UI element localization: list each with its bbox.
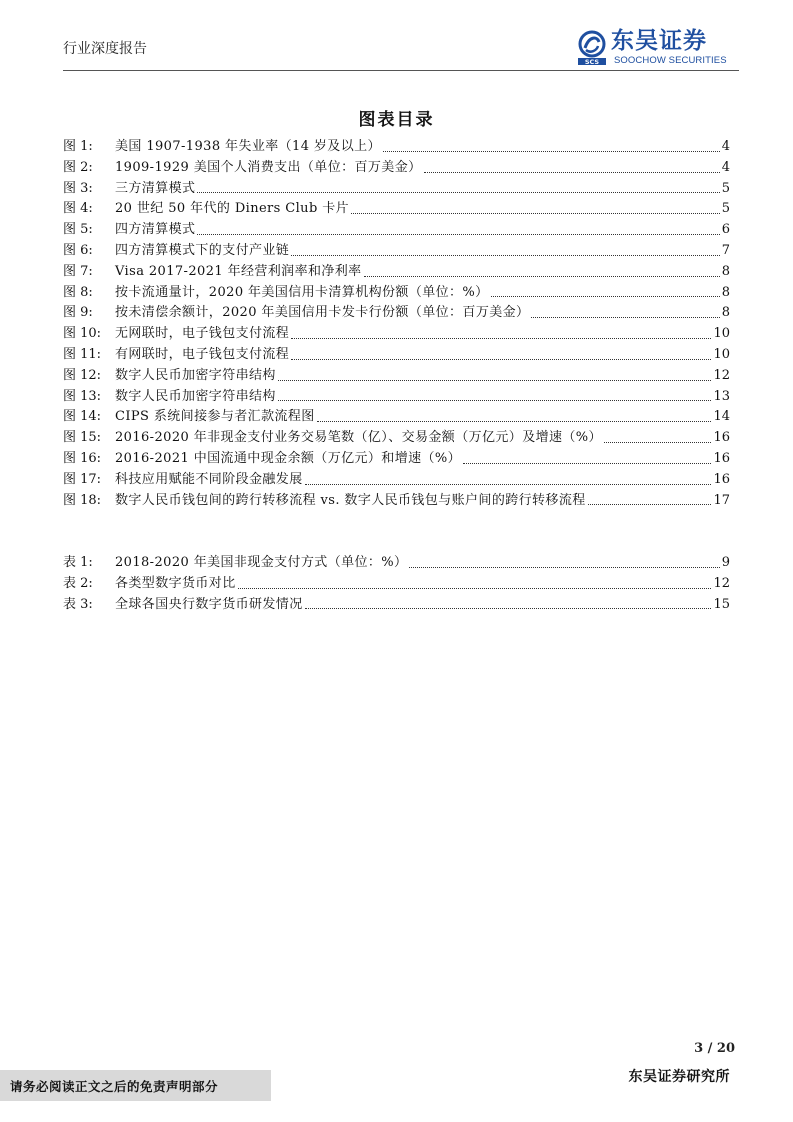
page-ref: 6 <box>721 222 730 238</box>
dot-leader <box>291 337 711 339</box>
company-logo <box>577 28 737 68</box>
figure-toc-entry[interactable] <box>63 428 730 449</box>
page-ref: 9 <box>721 555 730 570</box>
dot-leader <box>291 358 711 360</box>
logo-chinese-name: 东吴证券 <box>611 28 707 54</box>
dot-leader <box>424 171 720 173</box>
page-ref: 16 <box>713 471 730 487</box>
figure-title: 四方清算模式 <box>115 222 196 238</box>
toc-title: 图表目录 <box>358 110 435 130</box>
figure-number: 图 1: <box>63 139 93 154</box>
page-ref: 5 <box>721 201 730 217</box>
page-ref: 7 <box>721 242 730 258</box>
figure-toc-entry[interactable] <box>63 179 730 200</box>
page-ref: 8 <box>721 305 730 321</box>
report-type-label: 行业深度报告 <box>63 41 147 57</box>
table-toc-entry[interactable] <box>63 595 730 616</box>
header-divider <box>63 70 739 71</box>
figure-toc-entry[interactable] <box>63 199 730 220</box>
figure-toc-entry[interactable] <box>63 407 730 428</box>
figure-toc-entry[interactable] <box>63 241 730 262</box>
dot-leader <box>463 462 711 464</box>
figure-title: 2016-2020 年非现金支付业务交易笔数（亿）、交易金额（万亿元）及增速（%） <box>115 430 602 446</box>
figure-title: 有网联时，电子钱包支付流程 <box>115 346 290 362</box>
page-ref: 15 <box>713 596 730 612</box>
figure-title: 按未清偿余额计，2020 年美国信用卡发卡行份额（单位：百万美金） <box>115 305 530 321</box>
figure-number: 图 6: <box>63 242 93 258</box>
figure-toc-entry[interactable] <box>63 137 730 158</box>
figure-number: 图 17: <box>63 471 102 487</box>
page-ref: 4 <box>721 139 730 154</box>
figure-toc-entry[interactable] <box>63 470 730 491</box>
table-number: 表 1: <box>63 555 93 570</box>
page-ref: 16 <box>713 450 730 466</box>
figure-list <box>63 137 730 511</box>
figure-number: 图 15: <box>63 430 102 446</box>
page-ref: 12 <box>713 367 730 383</box>
dot-leader <box>364 275 720 277</box>
page-ref: 13 <box>713 388 730 404</box>
figure-title: 2016-2021 中国流通中现金余额（万亿元）和增速（%） <box>115 450 462 466</box>
table-number: 表 3: <box>63 596 93 612</box>
figure-toc-entry[interactable] <box>63 303 730 324</box>
figure-number: 图 13: <box>63 388 102 404</box>
figure-number: 图 8: <box>63 284 93 300</box>
table-number: 表 2: <box>63 575 93 591</box>
dot-leader <box>197 233 719 235</box>
table-title: 各类型数字货币对比 <box>115 575 236 591</box>
table-toc-entry[interactable] <box>63 574 730 595</box>
dot-leader <box>238 587 712 589</box>
page-ref: 10 <box>713 326 730 342</box>
figure-number: 图 5: <box>63 222 93 238</box>
dot-leader <box>604 441 712 443</box>
figure-number: 图 2: <box>63 159 93 175</box>
table-title: 2018-2020 年美国非现金支付方式（单位：%） <box>115 555 408 570</box>
dot-leader <box>531 316 719 318</box>
figure-title: 数字人民币加密字符串结构 <box>115 388 276 404</box>
dot-leader <box>317 420 712 422</box>
table-toc-entry[interactable] <box>63 553 730 574</box>
figure-toc-entry[interactable] <box>63 449 730 470</box>
figure-toc-entry[interactable] <box>63 345 730 366</box>
figure-number: 图 16: <box>63 450 102 466</box>
dot-leader <box>383 150 720 152</box>
dot-leader <box>305 607 712 609</box>
dot-leader <box>351 212 720 214</box>
table-list <box>63 553 730 615</box>
page-number: 3 / 20 <box>694 1041 735 1056</box>
figure-number: 图 18: <box>63 492 102 508</box>
figure-toc-entry[interactable] <box>63 158 730 179</box>
page-ref: 16 <box>713 430 730 446</box>
figure-title: 科技应用赋能不同阶段金融发展 <box>115 471 303 487</box>
figure-number: 图 9: <box>63 305 93 321</box>
figure-title: 20 世纪 50 年代的 Diners Club 卡片 <box>115 201 350 217</box>
figure-title: 四方清算模式下的支付产业链 <box>115 242 290 258</box>
page-ref: 8 <box>721 284 730 300</box>
table-title: 全球各国央行数字货币研发情况 <box>115 596 303 612</box>
figure-toc-entry[interactable] <box>63 220 730 241</box>
figure-number: 图 3: <box>63 180 93 196</box>
logo-mark-text: SCS <box>584 58 600 66</box>
page-ref: 17 <box>713 492 730 508</box>
figure-number: 图 7: <box>63 263 93 279</box>
disclaimer-banner <box>0 1070 271 1101</box>
figure-toc-entry[interactable] <box>63 491 730 512</box>
institute-name: 东吴证券研究所 <box>628 1069 730 1085</box>
figure-toc-entry[interactable] <box>63 324 730 345</box>
logo-english-name: SOOCHOW SECURITIES <box>614 55 727 66</box>
figure-title: 1909-1929 美国个人消费支出（单位：百万美金） <box>115 159 422 175</box>
figure-number: 图 10: <box>63 326 102 342</box>
figure-toc-entry[interactable] <box>63 366 730 387</box>
figure-toc-entry[interactable] <box>63 387 730 408</box>
page-ref: 5 <box>721 180 730 196</box>
dot-leader <box>305 483 712 485</box>
page-ref: 4 <box>721 159 730 175</box>
figure-number: 图 12: <box>63 367 102 383</box>
disclaimer-text: 请务必阅读正文之后的免责声明部分 <box>10 1079 219 1094</box>
figure-title: 数字人民币钱包间的跨行转移流程 vs. 数字人民币钱包与账户间的跨行转移流程 <box>115 492 586 508</box>
page-ref: 12 <box>713 575 730 591</box>
page-ref: 10 <box>713 346 730 362</box>
dot-leader <box>588 503 712 505</box>
figure-title: Visa 2017-2021 年经营利润率和净利率 <box>115 263 362 279</box>
figure-title: CIPS 系统间接参与者汇款流程图 <box>115 409 315 425</box>
figure-number: 图 11: <box>63 346 102 362</box>
dot-leader <box>278 379 712 381</box>
figure-title: 三方清算模式 <box>115 180 196 196</box>
dot-leader <box>278 399 712 401</box>
dot-leader <box>491 295 720 297</box>
figure-toc-entry[interactable] <box>63 283 730 304</box>
dot-leader <box>291 254 720 256</box>
figure-title: 美国 1907-1938 年失业率（14 岁及以上） <box>115 139 381 154</box>
figure-number: 图 4: <box>63 201 93 217</box>
dot-leader <box>409 566 719 568</box>
figure-title: 按卡流通量计，2020 年美国信用卡清算机构份额（单位：%） <box>115 284 489 300</box>
page-ref: 8 <box>721 263 730 279</box>
page-ref: 14 <box>713 409 730 425</box>
figure-toc-entry[interactable] <box>63 262 730 283</box>
figure-title: 无网联时，电子钱包支付流程 <box>115 326 290 342</box>
dot-leader <box>197 191 719 193</box>
figure-number: 图 14: <box>63 409 102 425</box>
figure-title: 数字人民币加密字符串结构 <box>115 367 276 383</box>
scs-logo-icon <box>577 30 607 66</box>
